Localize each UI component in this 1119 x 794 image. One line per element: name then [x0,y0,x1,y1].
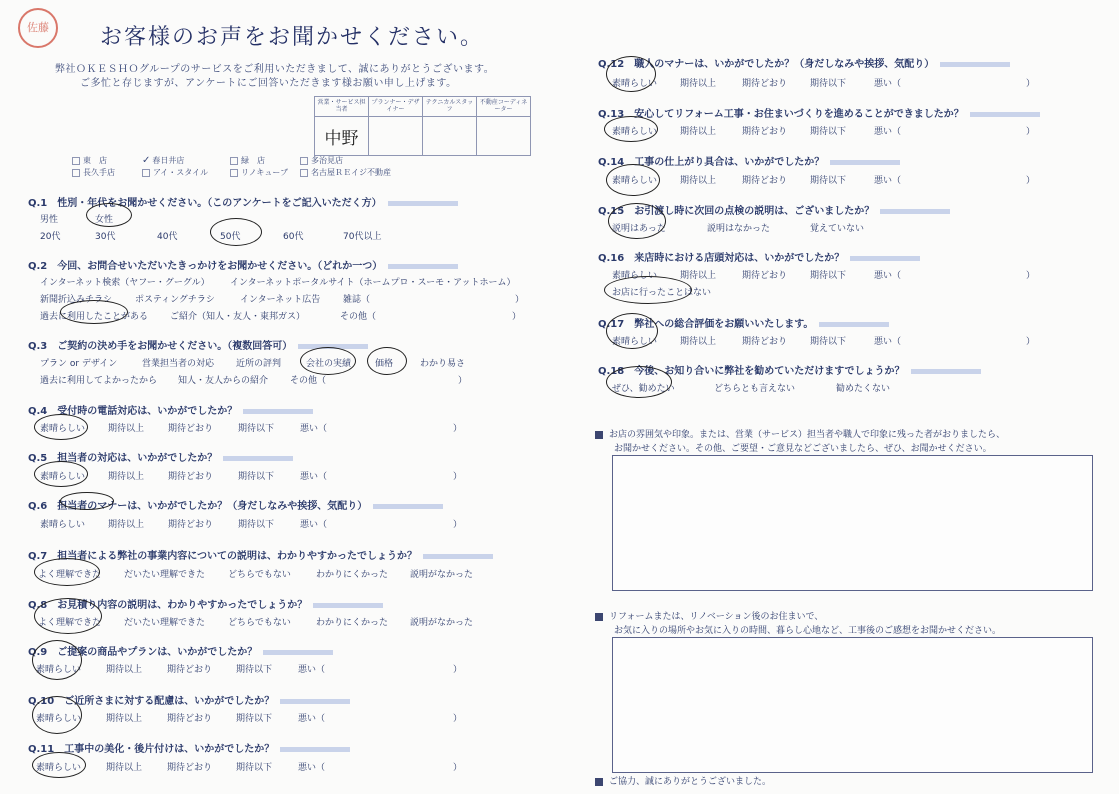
check-mark-icon: ✓ [142,155,151,166]
option: ） [453,472,463,482]
comment-prompt-1b: お聞かせください。その他、ご要望・ご意見などございましたら、ぜひ、お聞かせください。 [614,444,992,454]
option[interactable]: わかりにくかった [316,618,389,628]
option[interactable]: 期待どおり [742,79,788,89]
question-title: Q.16 来店時における店頭対応は、いかがでしたか？ [598,249,920,264]
option[interactable]: 期待以上 [680,176,717,186]
option[interactable]: 期待以上 [108,472,145,482]
option[interactable]: 期待以下 [810,127,847,137]
option[interactable]: 期待以上 [680,271,717,281]
option[interactable]: インターネットポータルサイト（ホームプロ・スーモ・アットホーム） [230,278,516,288]
question-options [38,567,478,581]
seal-stamp: 佐藤 [18,8,58,48]
question-title: Q.5 担当者の対応は、いかがでしたか？ [28,449,293,464]
page-title: お客様のお声をお聞かせください。 [100,25,485,50]
comment-prompt-2: リフォームまたは、リノベーション後のお住まいで、 [595,609,823,622]
option[interactable]: 女性 [95,215,114,225]
answer-circle [32,752,86,778]
option[interactable]: お店に行ったことはない [612,288,712,298]
answer-circle [34,598,102,634]
option[interactable]: 素晴らしい [612,79,658,89]
option: ） [458,376,468,386]
option[interactable]: 素晴らしい [612,271,658,281]
store-checkbox[interactable]: アイ・スタイル [142,167,208,178]
question-title: Q.8 お見積り内容の説明は、わかりやすかったでしょうか？ [28,596,383,611]
thanks-message: ご協力、誠にありがとうございました。 [595,774,771,787]
option[interactable]: その他（ [340,312,377,322]
option[interactable]: どちらでもない [228,570,291,580]
question-title: Q.17 弊社への総合評価をお願いいたします。 [598,315,889,330]
option[interactable]: 素晴らしい [612,337,658,347]
option[interactable]: 期待以上 [680,127,717,137]
store-checkbox[interactable]: リノキューブ [230,167,288,178]
option[interactable]: 悪い（ [298,665,326,675]
square-bullet-icon [595,778,603,786]
comment-textarea-1[interactable] [612,455,1093,591]
answer-circle [86,203,132,227]
option[interactable]: 期待以上 [680,337,717,347]
answer-circle [300,347,356,375]
option: ） [453,763,463,773]
question-options [612,381,1032,395]
option: ） [1026,79,1036,89]
option[interactable]: 期待以下 [238,424,275,434]
question-options [40,517,463,531]
option[interactable]: 素晴らしい [40,424,86,434]
option[interactable]: 期待以下 [238,520,275,530]
option[interactable]: 悪い（ [874,79,902,89]
comment-prompt-1: お店の雰囲気や印象。または、営業（サービス）担当者や職人で印象に残った者がおりましたら、 [595,427,1005,440]
option[interactable]: インターネット検索（ヤフー・グーグル） [40,278,210,288]
answer-circle [604,116,658,142]
option[interactable]: わかり易さ [420,359,466,369]
option[interactable]: 期待以下 [810,337,847,347]
question-title: Q.11 工事中の美化・後片付けは、いかがでしたか？ [28,740,350,755]
option: ） [1026,176,1036,186]
answer-circle [608,203,666,239]
option[interactable]: 覚えていない [810,224,865,234]
answer-circle [606,164,660,196]
checkbox-icon [142,169,150,177]
option[interactable]: 期待以上 [108,424,145,434]
option[interactable]: 価格 [375,359,394,369]
answer-circle [34,558,100,586]
option[interactable]: 説明がなかった [410,618,474,628]
option[interactable]: 男性 [40,215,59,225]
checkbox-icon [230,157,238,165]
square-bullet-icon [595,431,603,439]
option[interactable]: 新聞折込みチラシ [40,295,113,305]
answer-circle [60,300,128,324]
option: ） [512,312,522,322]
option[interactable]: 期待以下 [238,472,275,482]
option[interactable]: 説明はなかった [707,224,771,234]
option[interactable]: 素晴らしい [36,763,82,773]
option[interactable]: だいたい理解できた [124,618,206,628]
square-bullet-icon [595,613,603,621]
question-title: Q.15 お引渡し時に次回の点検の説明は、ございましたか？ [598,202,950,217]
question-title: Q.10 ご近所さまに対する配慮は、いかがでしたか？ [28,692,350,707]
answer-circle [32,640,82,680]
option[interactable]: 素晴らしい [612,176,658,186]
answer-circle [367,347,407,375]
option: ） [1026,337,1036,347]
store-checkbox[interactable]: 名古屋ＲＥイジ不動産 [300,167,391,178]
option[interactable]: 悪い（ [874,127,902,137]
staff-header: プランナー・デザイナー [369,97,423,117]
option[interactable]: 悪い（ [874,337,902,347]
staff-value[interactable] [369,117,423,156]
question-title: Q.7 担当者による弊社の事業内容についての説明は、わかりやすかったでしょうか？ [28,547,493,562]
staff-header: テクニカルスタッフ [423,97,477,117]
option[interactable]: 説明がなかった [410,570,474,580]
option[interactable]: 期待以上 [106,665,143,675]
option[interactable]: 素晴らしい [40,472,86,482]
question-options [36,662,463,676]
option[interactable]: 期待どおり [168,520,214,530]
option[interactable]: よく理解できた [38,570,102,580]
checkbox-icon [72,157,80,165]
option[interactable]: 素晴らしい [612,127,658,137]
answer-circle [210,218,262,246]
option[interactable]: 素晴らしい [36,714,82,724]
question-title: Q.2 今回、お問合せいただいたきっかけをお聞かせください。（どれか一つ） [28,257,458,272]
option[interactable]: ぜひ、勧めたい [612,384,675,394]
staff-table [314,96,531,156]
question-title: Q.12 職人のマナーは、いかがでしたか？（身だしなみや挨拶、気配り） [598,55,1010,70]
question-options [38,615,478,629]
option[interactable]: 期待以上 [108,520,145,530]
option: ） [453,424,463,434]
option: ） [1026,127,1036,137]
comment-prompt-2b: お気に入りの場所やお気に入りの時間、暮らし心地など、工事後のご感想をお聞かせください。 [614,626,1002,636]
option[interactable]: 雑誌（ [343,295,371,305]
question-title: Q.4 受付時の電話対応は、いかがでしたか？ [28,402,313,417]
question-title: Q.1 性別・年代をお聞かせください。（このアンケートをご記入いただく方） [28,194,458,209]
question-options [612,221,1032,235]
question-options [40,356,520,390]
option[interactable]: 40代 [157,232,178,242]
answer-circle [34,461,88,487]
option[interactable]: 悪い（ [874,271,902,281]
option: ） [515,295,525,305]
staff-value[interactable] [423,117,477,156]
answer-circle [60,492,114,510]
option[interactable]: 過去に利用したことがある [40,312,149,322]
option[interactable]: 期待どおり [168,424,214,434]
question-options [612,334,1036,348]
option[interactable]: 60代 [283,232,304,242]
staff-header: 営業・サービス担当者 [315,97,369,117]
question-options [612,173,1036,187]
question-title: Q.14 工事の仕上がり具合は、いかがでしたか？ [598,153,900,168]
option[interactable]: 期待どおり [168,472,214,482]
option[interactable]: 期待以上 [106,763,143,773]
option[interactable]: 勧めたくない [836,384,891,394]
answer-circle [34,414,88,440]
option[interactable]: 悪い（ [300,472,328,482]
option[interactable]: 素晴らしい [36,665,82,675]
comment-textarea-2[interactable] [612,637,1093,773]
answer-circle [32,696,82,734]
option: ） [453,714,463,724]
option[interactable]: 悪い（ [300,520,328,530]
store-checkbox[interactable]: ✓ 春日井店 [142,155,185,166]
option[interactable]: ポスティングチラシ [135,295,215,305]
question-title: Q.13 安心してリフォーム工事・お住まいづくりを進めることができましたか？ [598,105,1040,120]
option[interactable]: 説明はあった [612,224,666,234]
answer-circle [606,313,658,349]
question-title: Q.6 担当者のマナーは、いかがでしたか？（身だしなみや挨拶、気配り） [28,497,443,512]
option[interactable]: よく理解できた [38,618,102,628]
option[interactable]: どちらでもない [228,618,291,628]
option[interactable]: 70代以上 [343,232,382,242]
question-title: Q.18 今後、お知り合いに弊社を勧めていただけますでしょうか？ [598,362,981,377]
option[interactable]: 50代 [220,232,241,242]
option[interactable]: ご紹介（知人・友人・東邦ガス） [170,312,306,322]
option[interactable]: 期待どおり [742,176,788,186]
option[interactable]: 期待以下 [810,271,847,281]
option[interactable]: 素晴らしい [40,520,86,530]
question-title: Q.9 ご提案の商品やプランは、いかがでしたか？ [28,643,333,658]
option[interactable]: 期待以下 [236,763,273,773]
store-checkbox[interactable]: 長久手店 [72,167,115,178]
option[interactable]: 近所の評判 [236,359,282,369]
question-options [36,711,463,725]
option[interactable]: 期待どおり [167,714,213,724]
option: ） [1026,271,1036,281]
option[interactable]: 20代 [40,232,61,242]
option[interactable]: その他（ [290,376,327,386]
option[interactable]: 過去に利用してよかったから [40,376,158,386]
option[interactable]: プラン or デザイン [40,359,118,369]
option[interactable]: 期待以下 [810,79,847,89]
option: ） [453,665,463,675]
option[interactable]: 期待以下 [236,714,273,724]
answer-circle [606,366,672,398]
option[interactable]: 期待どおり [742,127,788,137]
checkbox-icon [230,169,238,177]
answer-circle [606,56,656,92]
checkbox-icon [300,157,308,165]
option[interactable]: 期待どおり [167,763,213,773]
option[interactable]: 期待以下 [810,176,847,186]
option[interactable]: 営業担当者の対応 [142,359,215,369]
option[interactable]: だいたい理解できた [124,570,206,580]
staff-value[interactable] [477,117,531,156]
option[interactable]: 悪い（ [298,763,326,773]
intro-line-2: ご多忙と存じますが、アンケートにご回答いただきます様お願い申し上げます。 [80,78,457,89]
option[interactable]: 30代 [95,232,116,242]
option[interactable]: 知人・友人からの紹介 [178,376,269,386]
option[interactable]: インターネット広告 [240,295,321,305]
option[interactable]: 期待以上 [680,79,717,89]
option[interactable]: 期待どおり [742,337,788,347]
option[interactable]: わかりにくかった [316,570,389,580]
option[interactable]: どちらとも言えない [714,384,796,394]
question-options [612,76,1036,90]
question-options [612,124,1036,138]
option[interactable]: 悪い（ [874,176,902,186]
option[interactable]: 会社の実績 [306,359,352,369]
option: ） [453,520,463,530]
staff-header: 不動産コーディネーター [477,97,531,117]
store-checkbox[interactable]: 多治見店 [300,155,343,166]
question-options [40,469,463,483]
option[interactable]: 期待以下 [236,665,273,675]
option[interactable]: 期待どおり [742,271,788,281]
checkbox-icon [300,169,308,177]
store-checkbox[interactable]: 東 店 [72,155,107,166]
question-options [36,760,463,774]
answer-circle [604,276,692,304]
question-title: Q.3 ご契約の決め手をお聞かせください。（複数回答可） [28,337,368,352]
staff-value[interactable]: 中野 [315,117,369,156]
option[interactable]: 期待以上 [106,714,143,724]
store-checkbox[interactable]: 緑 店 [230,155,265,166]
checkbox-icon [72,169,80,177]
option[interactable]: 悪い（ [300,424,328,434]
intro-line-1: 弊社ＯＫＥＳＨＯグループのサービスをご利用いただきまして、誠にありがとうございます。 [55,64,495,75]
option[interactable]: 期待どおり [167,665,213,675]
question-options [40,421,463,435]
option[interactable]: 悪い（ [298,714,326,724]
